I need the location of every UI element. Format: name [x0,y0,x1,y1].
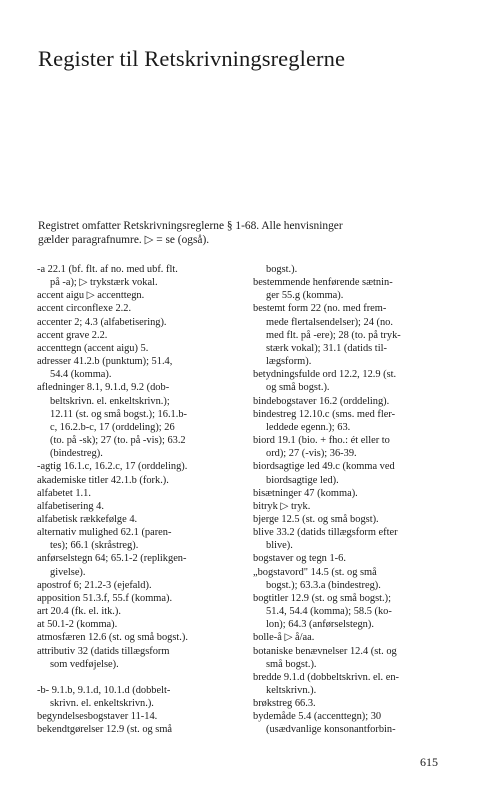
index-entry-continuation: 12.11 (st. og små bogst.); 16.1.b- [50,408,187,420]
index-entry: bisætninger 47 (komma). [253,487,358,499]
index-entry: apostrof 6; 21.2-3 (ejefald). [37,579,152,591]
index-entry-continuation: biordsagtige led). [266,474,339,486]
index-entry: afledninger 8.1, 9.1.d, 9.2 (dob- [37,382,170,394]
index-entry: -b- 9.1.b, 9.1.d, 10.1.d (dobbelt- [37,684,171,696]
index-entry: bredde 9.1.d (dobbeltskrivn. el. en- [253,671,400,683]
intro-line: Registret omfatter Retskrivningsreglerne § 1-68. Alle henvisninger [38,220,343,232]
index-entry-continuation: leddede egenn.); 63. [266,421,351,433]
index-entry-continuation: (usædvanlige konsonantforbin- [266,724,396,736]
index-entry: betydningsfulde ord 12.2, 12.9 (st. [253,369,397,381]
page-title: Register til Retskrivningsreglerne [38,46,346,71]
index-entry-continuation: som vedføjelse). [50,658,119,670]
index-entry: accenttegn (accent aigu) 5. [37,342,149,354]
index-entry: accent grave 2.2. [37,329,108,341]
index-entry-continuation: bogst.); 63.3.a (bindestreg). [266,579,381,591]
index-entry: accent aigu ▷ accenttegn. [37,290,145,302]
index-entry-continuation: bogst.). [266,264,298,275]
index-entry-continuation: lon); 64.3 (anførselstegn). [266,619,374,631]
index-entry: alfabetet 1.1. [37,487,91,499]
index-entry: anførselstegn 64; 65.1-2 (replikgen- [37,553,187,565]
index-entry: begyndelsesbogstaver 11-14. [37,711,158,723]
index-entry-continuation: 54.4 (komma). [50,369,112,381]
index-entry: bestemt form 22 (no. med frem- [253,303,387,315]
index-entry-continuation: mede flertalsendelser); 24 (no. [266,316,393,328]
index-entry: at 50.1-2 (komma). [37,619,118,631]
index-entry: bitryk ▷ tryk. [253,500,311,512]
index-entry-continuation: givelse). [50,566,86,578]
index-entry: bindestreg 12.10.c (sms. med fler- [253,408,396,420]
index-entry: blive 33.2 (datids tillægsform efter [253,527,398,539]
index-entry: alfabetisk rækkefølge 4. [37,513,138,525]
index-entry: biord 19.1 (bio. + fho.: ét eller to [253,435,390,447]
index-entry: atmosfæren 12.6 (st. og små bogst.). [37,632,188,644]
index-entry-continuation: på -a); ▷ trykstærk vokal. [50,277,158,289]
index-entry: biordsagtige led 49.c (komma ved [253,461,395,473]
index-entry: -agtig 16.1.c, 16.2.c, 17 (orddeling). [37,461,188,473]
index-entry-continuation: c, 16.2.b-c, 17 (orddeling); 26 [50,421,175,433]
index-entry-continuation: stærk vokal); 31.1 (datids til- [266,342,387,354]
intro-paragraph [38,219,468,247]
index-entry-continuation: ord); 27 (-vis); 36-39. [266,448,357,460]
intro-line: gælder paragrafnumre. ▷ = se (også). [38,234,210,247]
index-entry: alternativ mulighed 62.1 (paren- [37,527,172,539]
index-entry: apposition 51.3.f, 55.f (komma). [37,592,173,604]
index-entry: adresser 41.2.b (punktum); 51.4, [37,356,173,368]
index-entry: akademiske titler 42.1.b (fork.). [37,474,169,486]
index-entry-continuation: (bindestreg). [50,448,103,460]
index-entry: bestemmende henførende sætnin- [253,277,393,289]
index-entry: accent circonflexe 2.2. [37,303,132,315]
index-entry: brøkstreg 66.3. [253,698,316,710]
index-entry-continuation: keltskrivn.). [266,685,317,696]
index-entry-continuation: 51.4, 54.4 (komma); 58.5 (ko- [266,606,392,618]
index-entry: bjerge 12.5 (st. og små bogst). [253,513,379,525]
section-gap [37,671,237,684]
index-entry: art 20.4 (fk. el. itk.). [37,606,121,618]
index-entry: bogstaver og tegn 1-6. [253,553,346,565]
index-entry: bekendtgørelser 12.9 (st. og små [37,724,173,736]
index-entry-continuation: beltskrivn. el. enkeltskrivn.); [50,395,170,407]
index-entry: attributiv 32 (datids tillægsform [37,645,170,657]
index-entry: bolle-å ▷ å/aa. [253,632,315,644]
index-entry-continuation: ger 55.g (komma). [266,290,344,302]
index-entry: bogtitler 12.9 (st. og små bogst.); [253,592,391,604]
index-entry-continuation: med flt. på -ere); 28 (to. på tryk- [266,329,401,341]
index-entry-continuation: og små bogst.). [266,382,330,394]
index-entry-continuation: (to. på -sk); 27 (to. på -vis); 63.2 [50,435,186,447]
index-entry: alfabetisering 4. [37,500,104,512]
index-entry-continuation: tes); 66.1 (skråstreg). [50,540,139,552]
page-number: 615 [420,755,438,769]
index-entry-continuation: lægsform). [266,356,312,368]
index-column-right [253,263,458,737]
index-entry: botaniske benævnelser 12.4 (st. og [253,645,397,657]
index-entry: bindebogstaver 16.2 (orddeling). [253,395,390,407]
index-entry: -a 22.1 (bf. flt. af no. med ubf. flt. [37,264,178,275]
index-entry-continuation: skrivn. el. enkeltskrivn.). [50,698,154,709]
index-entry-continuation: blive). [266,540,293,552]
index-entry: accenter 2; 4.3 (alfabetisering). [37,316,167,328]
index-entry: bydemåde 5.4 (accenttegn); 30 [253,711,382,723]
index-entry: „bogstavord" 14.5 (st. og små [253,566,377,578]
index-entry-continuation: små bogst.). [266,658,317,670]
index-column-left [37,263,237,736]
